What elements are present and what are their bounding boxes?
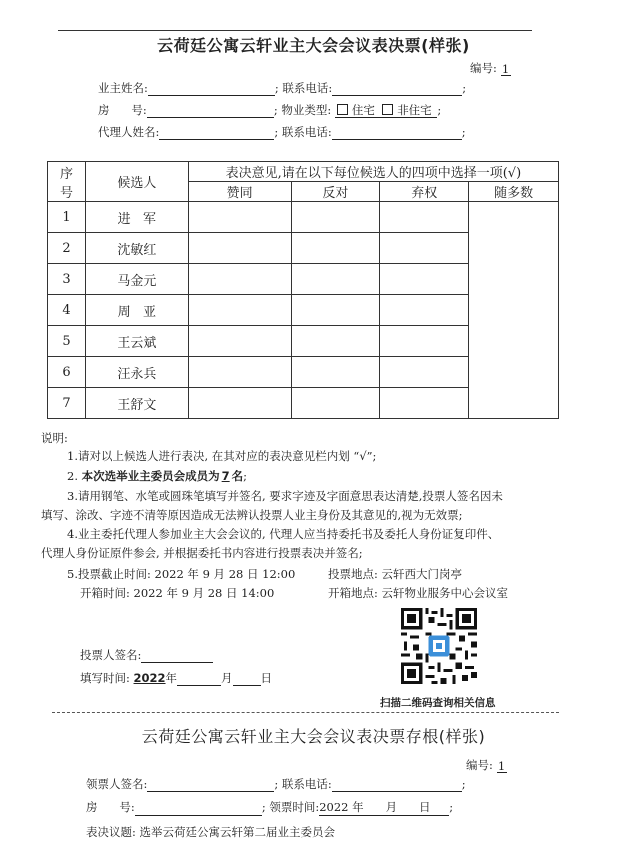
candidate-name: 周 亚 bbox=[85, 295, 188, 326]
separator: ; bbox=[461, 125, 466, 139]
serial-value[interactable]: 1 bbox=[501, 62, 510, 76]
fill-day-field[interactable] bbox=[233, 672, 261, 686]
property-type-label: 物业类型: bbox=[281, 103, 332, 117]
oppose-cell[interactable] bbox=[291, 295, 380, 326]
agree-cell[interactable] bbox=[188, 388, 291, 419]
residential-label: 住宅 bbox=[351, 103, 375, 117]
stub-serial-value[interactable]: 1 bbox=[497, 759, 506, 773]
oppose-cell[interactable] bbox=[291, 202, 380, 233]
note-5-open-time: 开箱时间: 2022 年 9 月 28 日 14:00 bbox=[80, 586, 275, 600]
agree-cell[interactable] bbox=[188, 264, 291, 295]
separator: ; bbox=[261, 800, 266, 814]
abstain-cell[interactable] bbox=[380, 202, 469, 233]
note-4-line-2: 代理人身份证原件参会, 并根据委托书内容进行投票表决并签名; bbox=[41, 546, 363, 560]
separator: ; bbox=[462, 81, 467, 95]
proxy-phone-field[interactable] bbox=[332, 126, 462, 140]
proxy-row bbox=[98, 124, 466, 140]
col-oppose-header: 反对 bbox=[291, 182, 380, 202]
candidate-name: 王云斌 bbox=[85, 326, 188, 357]
voter-sign-field[interactable] bbox=[141, 649, 213, 663]
note-2-suffix: 名 bbox=[231, 469, 244, 483]
stub-serial-number bbox=[466, 757, 507, 773]
stub-receive-time-label: 领票时间: bbox=[269, 800, 320, 814]
row-number: 6 bbox=[48, 357, 86, 388]
voter-sign-label: 投票人签名: bbox=[80, 648, 142, 662]
candidate-name: 汪永兵 bbox=[85, 357, 188, 388]
candidate-name: 沈敏红 bbox=[85, 233, 188, 264]
note-5-deadline: 5.投票截止时间: 2022 年 9 月 28 日 12:00 bbox=[67, 567, 296, 581]
col-no-header-top: 序 bbox=[59, 166, 73, 182]
row-number: 3 bbox=[48, 264, 86, 295]
abstain-cell[interactable] bbox=[380, 233, 469, 264]
abstain-cell[interactable] bbox=[380, 357, 469, 388]
owner-name-field[interactable] bbox=[148, 82, 275, 96]
day-char: 日 bbox=[260, 671, 273, 685]
note-3-line-1: 3.请用钢笔、水笔或圆珠笔填写并签名, 要求字迹及字面意思表达清楚,投票人签名因未 bbox=[67, 489, 503, 503]
owner-name-row bbox=[98, 80, 466, 96]
oppose-cell[interactable] bbox=[291, 388, 380, 419]
oppose-cell[interactable] bbox=[291, 264, 380, 295]
separator: ; bbox=[274, 125, 279, 139]
row-number: 7 bbox=[48, 388, 86, 419]
year-char: 年 bbox=[165, 671, 178, 685]
serial-number bbox=[470, 60, 511, 76]
stub-topic: 表决议题: 选举云荷廷公寓云轩第二届业主委员会 bbox=[86, 825, 336, 839]
separator: ; bbox=[437, 103, 442, 117]
notes-heading: 说明: bbox=[41, 431, 68, 445]
note-3-line-2: 填写、涂改、字迹不清等原因造成无法辨认投票人业主身份及其意见的,视为无效票; bbox=[41, 508, 463, 522]
proxy-phone-label: 联系电话: bbox=[281, 125, 332, 139]
nonresidential-label: 非住宅 bbox=[397, 103, 432, 117]
top-rule bbox=[58, 30, 532, 31]
stub-room-row bbox=[86, 799, 453, 816]
room-field[interactable] bbox=[147, 104, 274, 118]
agree-cell[interactable] bbox=[188, 295, 291, 326]
agree-cell[interactable] bbox=[188, 357, 291, 388]
owner-phone-field[interactable] bbox=[332, 82, 462, 96]
room-label: 房 号: bbox=[98, 103, 147, 117]
fill-time-row bbox=[80, 670, 272, 686]
table-header-row bbox=[48, 162, 559, 182]
voter-sign-row bbox=[80, 647, 213, 663]
note-5-vote-place: 投票地点: 云轩西大门岗亭 bbox=[328, 567, 463, 581]
vote-table bbox=[47, 161, 559, 419]
owner-phone-label: 联系电话: bbox=[282, 81, 333, 95]
separator: ; bbox=[449, 800, 454, 814]
proxy-name-field[interactable] bbox=[159, 126, 274, 140]
stub-receiver-label: 领票人签名: bbox=[86, 777, 148, 791]
note-2 bbox=[67, 468, 247, 484]
abstain-cell[interactable] bbox=[380, 326, 469, 357]
agree-cell[interactable] bbox=[188, 233, 291, 264]
oppose-cell[interactable] bbox=[291, 326, 380, 357]
follow-majority-cell[interactable] bbox=[469, 202, 559, 419]
abstain-cell[interactable] bbox=[380, 264, 469, 295]
property-type-options bbox=[335, 103, 437, 118]
col-no-header bbox=[48, 162, 86, 202]
opinion-header: 表决意见,请在以下每位候选人的四项中选择一项(√) bbox=[188, 162, 558, 182]
row-number: 5 bbox=[48, 326, 86, 357]
stub-receive-time-field[interactable]: 2022 年 月 日 bbox=[319, 799, 449, 816]
qr-caption: 扫描二维码查询相关信息 bbox=[380, 697, 496, 709]
nonresidential-checkbox[interactable] bbox=[382, 104, 393, 115]
row-number: 1 bbox=[48, 202, 86, 233]
stub-receiver-field[interactable] bbox=[147, 778, 274, 792]
cut-line bbox=[52, 712, 559, 713]
stub-room-label: 房 号: bbox=[86, 800, 135, 814]
separator: ; bbox=[274, 81, 279, 95]
fill-year: 2022 bbox=[133, 671, 166, 685]
qr-code-icon[interactable] bbox=[401, 608, 477, 684]
agree-cell[interactable] bbox=[188, 326, 291, 357]
col-follow-header: 随多数 bbox=[469, 182, 559, 202]
separator: ; bbox=[274, 777, 279, 791]
fill-time-label: 填写时间: bbox=[80, 671, 130, 685]
stub-receiver-row bbox=[86, 776, 466, 792]
col-candidate-header: 候选人 bbox=[85, 162, 188, 202]
oppose-cell[interactable] bbox=[291, 233, 380, 264]
serial-label: 编号: bbox=[470, 61, 497, 75]
separator: ; bbox=[273, 103, 278, 117]
note-5-open-place: 开箱地点: 云轩物业服务中心会议室 bbox=[328, 586, 509, 600]
fill-month-field[interactable] bbox=[177, 672, 221, 686]
row-number: 2 bbox=[48, 233, 86, 264]
stub-serial-label: 编号: bbox=[466, 758, 493, 772]
oppose-cell[interactable] bbox=[291, 357, 380, 388]
owner-name-label: 业主姓名: bbox=[98, 81, 148, 95]
note-4-line-1: 4.业主委托代理人参加业主大会会议的, 代理人应当持委托书及委托人身份证复印件、 bbox=[67, 527, 500, 541]
stub-phone-label: 联系电话: bbox=[281, 777, 332, 791]
stub-phone-field[interactable] bbox=[332, 778, 462, 792]
abstain-cell[interactable] bbox=[380, 295, 469, 326]
candidate-name: 进 军 bbox=[85, 202, 188, 233]
note-2-member-count: 7 bbox=[221, 469, 230, 483]
row-number: 4 bbox=[48, 295, 86, 326]
room-row bbox=[98, 102, 441, 118]
abstain-cell[interactable] bbox=[380, 388, 469, 419]
table-row bbox=[48, 202, 559, 233]
note-2-prefix: 2. bbox=[67, 469, 82, 483]
separator: ; bbox=[461, 777, 466, 791]
stub-room-field[interactable] bbox=[135, 802, 262, 816]
ballot-title: 云荷廷公寓云轩业主大会会议表决票(样张) bbox=[157, 36, 470, 55]
residential-checkbox[interactable] bbox=[337, 104, 348, 115]
candidate-name: 马金元 bbox=[85, 264, 188, 295]
note-1: 1.请对以上候选人进行表决, 在其对应的表决意见栏内划 “√”; bbox=[67, 449, 377, 463]
proxy-name-label: 代理人姓名: bbox=[98, 125, 160, 139]
note-2-end: ; bbox=[243, 469, 248, 483]
col-abstain-header: 弃权 bbox=[380, 182, 469, 202]
note-2-bold-text: 本次选举业主委员会成员为 bbox=[81, 469, 220, 483]
agree-cell[interactable] bbox=[188, 202, 291, 233]
col-agree-header: 赞同 bbox=[188, 182, 291, 202]
stub-title: 云荷廷公寓云轩业主大会会议表决票存根(样张) bbox=[141, 727, 486, 746]
col-no-header-bottom: 号 bbox=[59, 185, 73, 201]
month-char: 月 bbox=[221, 671, 233, 685]
candidate-name: 王舒文 bbox=[85, 388, 188, 419]
